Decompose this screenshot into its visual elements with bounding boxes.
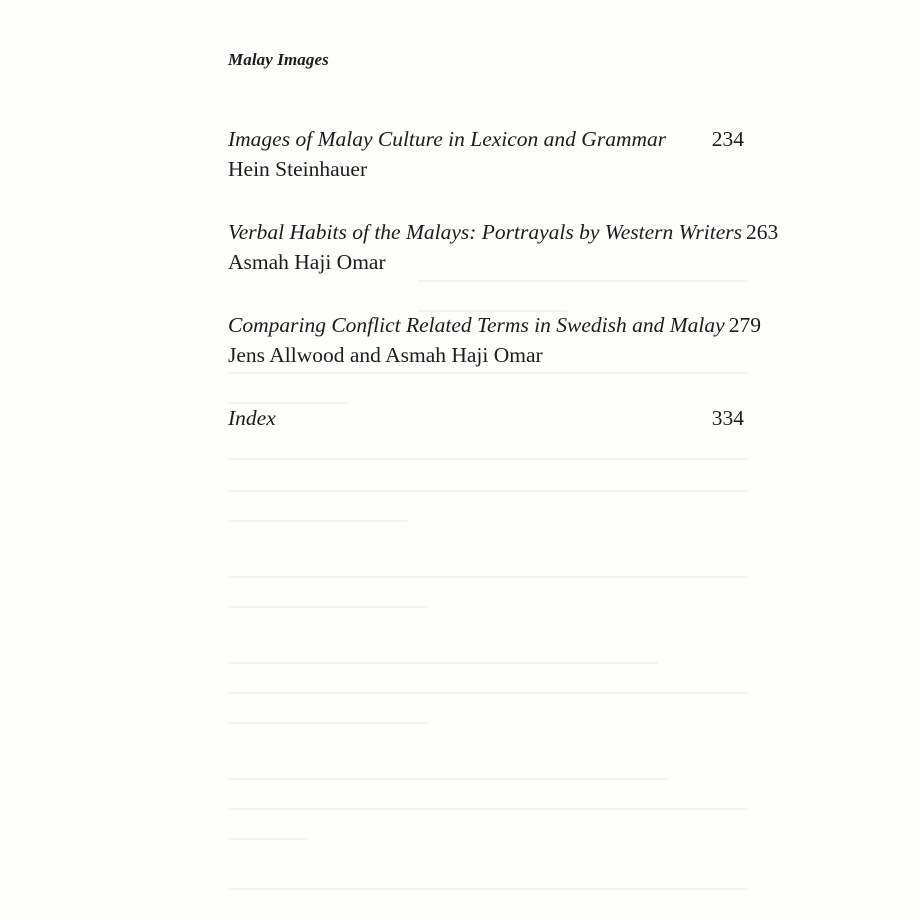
toc-entry	[228, 310, 761, 370]
show-through-line	[228, 838, 308, 840]
toc-entry-page-number: 279	[728, 313, 761, 337]
show-through-line	[228, 808, 748, 810]
running-head: Malay Images	[228, 50, 329, 69]
show-through-line	[228, 520, 408, 522]
toc-entry	[228, 217, 779, 277]
toc-entry-title: Index	[228, 406, 276, 430]
show-through-line	[228, 490, 748, 492]
toc-entry-title-line	[228, 310, 761, 340]
toc-entry-title-line	[228, 403, 744, 433]
show-through-line	[228, 576, 748, 578]
toc-entry-author: Asmah Haji Omar	[228, 250, 386, 274]
toc-entry-title: Verbal Habits of the Malays: Portrayals by Western Writers	[228, 220, 742, 244]
toc-entry-title: Comparing Conflict Related Terms in Swedish and Malay	[228, 313, 725, 337]
show-through-line	[228, 606, 428, 608]
show-through-line	[228, 692, 748, 694]
show-through-line	[228, 778, 668, 780]
toc-entry-page-number: 334	[711, 406, 744, 430]
toc-entry-title-line	[228, 124, 744, 154]
toc-entry-author: Hein Steinhauer	[228, 157, 368, 181]
toc-entry-page-number: 234	[711, 127, 744, 151]
toc-entry	[228, 403, 744, 433]
toc-entry-author: Jens Allwood and Asmah Haji Omar	[228, 343, 543, 367]
toc-entry	[228, 124, 744, 184]
show-through-line	[228, 662, 658, 664]
toc-entry-title-line	[228, 217, 779, 247]
toc-entry-page-number: 263	[745, 220, 779, 244]
table-of-contents	[228, 124, 779, 466]
show-through-line	[228, 722, 428, 724]
show-through-line	[228, 888, 748, 890]
toc-entry-title: Images of Malay Culture in Lexicon and Grammar	[228, 127, 667, 151]
